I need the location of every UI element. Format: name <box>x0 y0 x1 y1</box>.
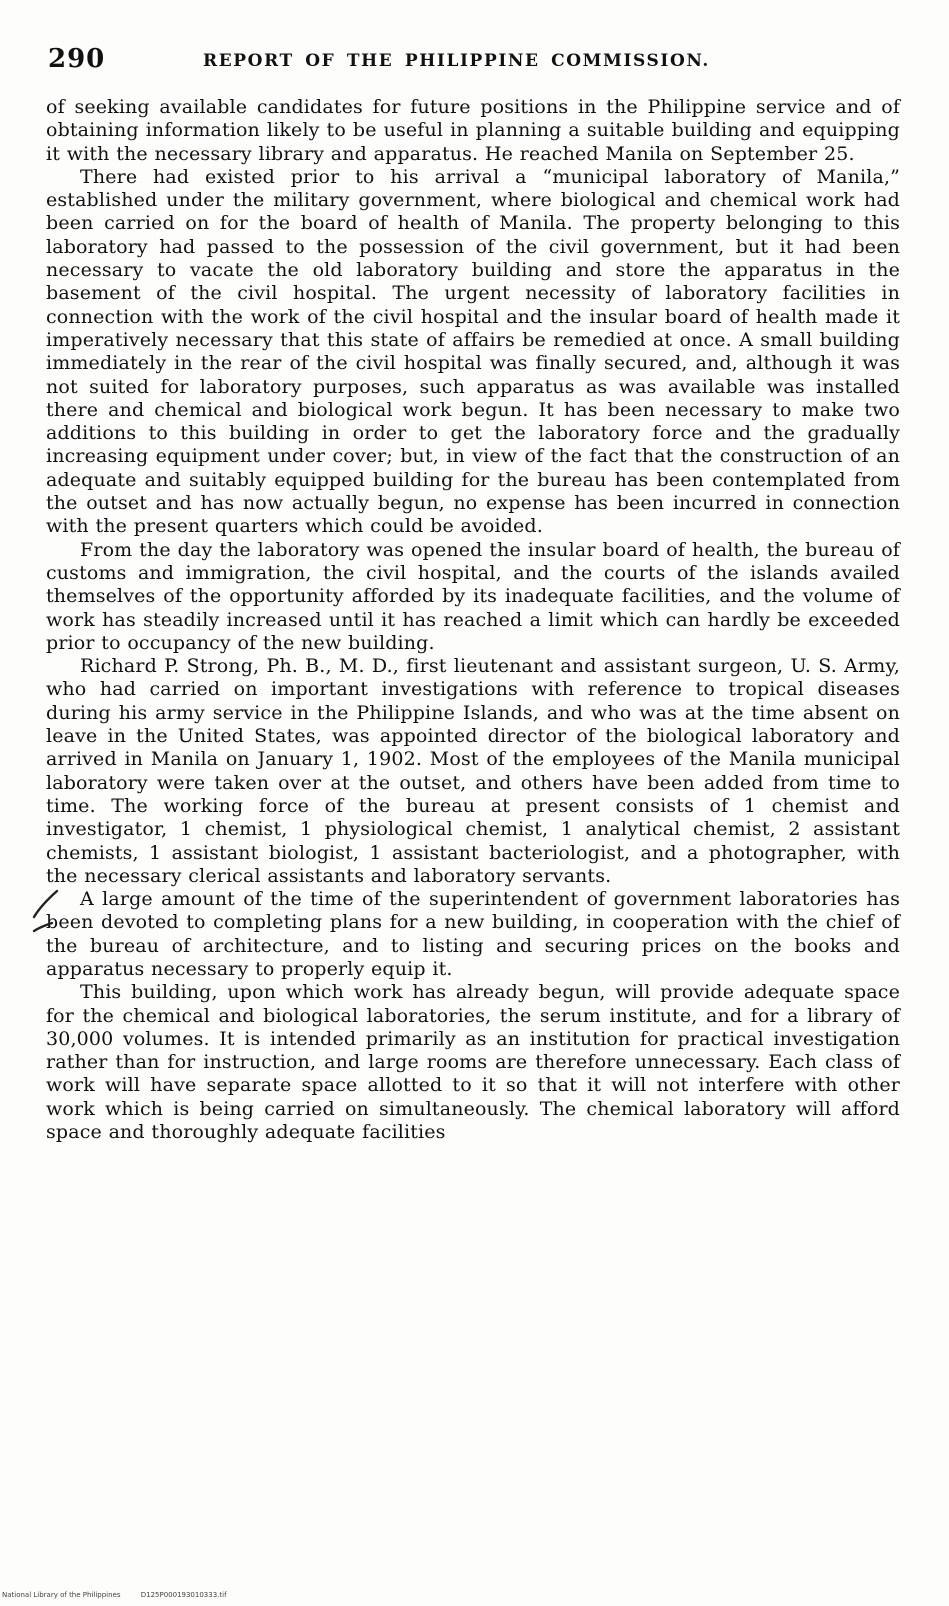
paragraph-new-building-plans: A large amount of the time of the superintendent of government laboratories has been devoted to completing plans for a new building, in cooperation with the chief of the bureau of architecture, and to listing and securing prices on the books and apparatus necessary to properly equip it. <box>46 888 900 980</box>
paragraph-continuation: of seeking available candidates for future positions in the Philippine service and of obtaining information likely to be useful in planning a suitable building and equipping it with the necessary library and apparatus. He reached Manila on September 25. <box>46 96 900 165</box>
footer-identifier: D125P000193010333.tif <box>140 1591 227 1599</box>
running-header <box>48 40 898 80</box>
paragraph-director-strong: Richard P. Strong, Ph. B., M. D., first lieutenant and assistant surgeon, U. S. Army, who had carried on important investigations with reference to tropical diseases during his army service in the Philippine Islands, and who was at the time absent on leave in the United States, was appointed director of the biological laboratory and arrived in Manila on January 1, 1902. Most of the employees of the Manila municipal laboratory were taken over at the outset, and others have been added from time to time. The working force of the bureau at present consists of 1 chemist and investigator, 1 chemist, 1 physiological chemist, 1 analytical chemist, 2 assistant chemists, 1 assistant biologist, 1 assistant bacteriologist, and a photographer, with the necessary clerical assistants and laboratory servants. <box>46 655 900 887</box>
footer-library: National Library of the Philippines <box>2 1591 121 1599</box>
paragraph-laboratory-usage: From the day the laboratory was opened the insular board of health, the bureau of customs and immigration, the civil hospital, and the courts of the islands availed themselves of the opportunity afforded by its inadequate facilities, and the volume of work has steadily increased until it has reached a limit which can hardly be exceeded prior to occupancy of the new building. <box>46 538 900 654</box>
paragraph-building-description: This building, upon which work has already begun, will provide adequate space for the chemical and biological laboratories, the serum institute, and for a library of 30,000 volumes. It is intended primarily as an institution for practical investigation rather than for instruction, and large rooms are therefore unnecessary. Each class of work will have separate space allotted to it so that it will not interfere with other work which is being carried on simultaneously. The chemical laboratory will afford space and thoroughly adequate facilities <box>46 981 900 1144</box>
page-number: 290 <box>48 44 106 74</box>
paragraph-municipal-laboratory: There had existed prior to his arrival a “municipal laboratory of Manila,” established under the military government, where biological and chemical work had been carried on for the board of health of Manila. The property belonging to this laboratory had passed to the possession of the civil government, but it had been necessary to vacate the old laboratory building and store the apparatus in the basement of the civil hospital. The urgent necessity of laboratory facilities in connection with the work of the civil hospital and the insular board of health made it imperatively necessary that this state of affairs be remedied at once. A small building immediately in the rear of the civil hospital was finally secured, and, although it was not suited for laboratory purposes, such apparatus as was available was installed there and chemical and biological work begun. It has been necessary to make two additions to this building in order to get the laboratory force and the gradually increasing equipment under cover; but, in view of the fact that the construction of an adequate and suitably equipped building for the bureau has been contemplated from the outset and has now actually begun, no expense has been incurred in connection with the present quarters which could be avoided. <box>46 165 900 538</box>
scan-footer <box>2 1591 245 1599</box>
running-title: REPORT OF THE PHILIPPINE COMMISSION. <box>203 51 710 71</box>
handwritten-margin-mark <box>30 889 60 943</box>
body-text <box>46 96 900 1144</box>
